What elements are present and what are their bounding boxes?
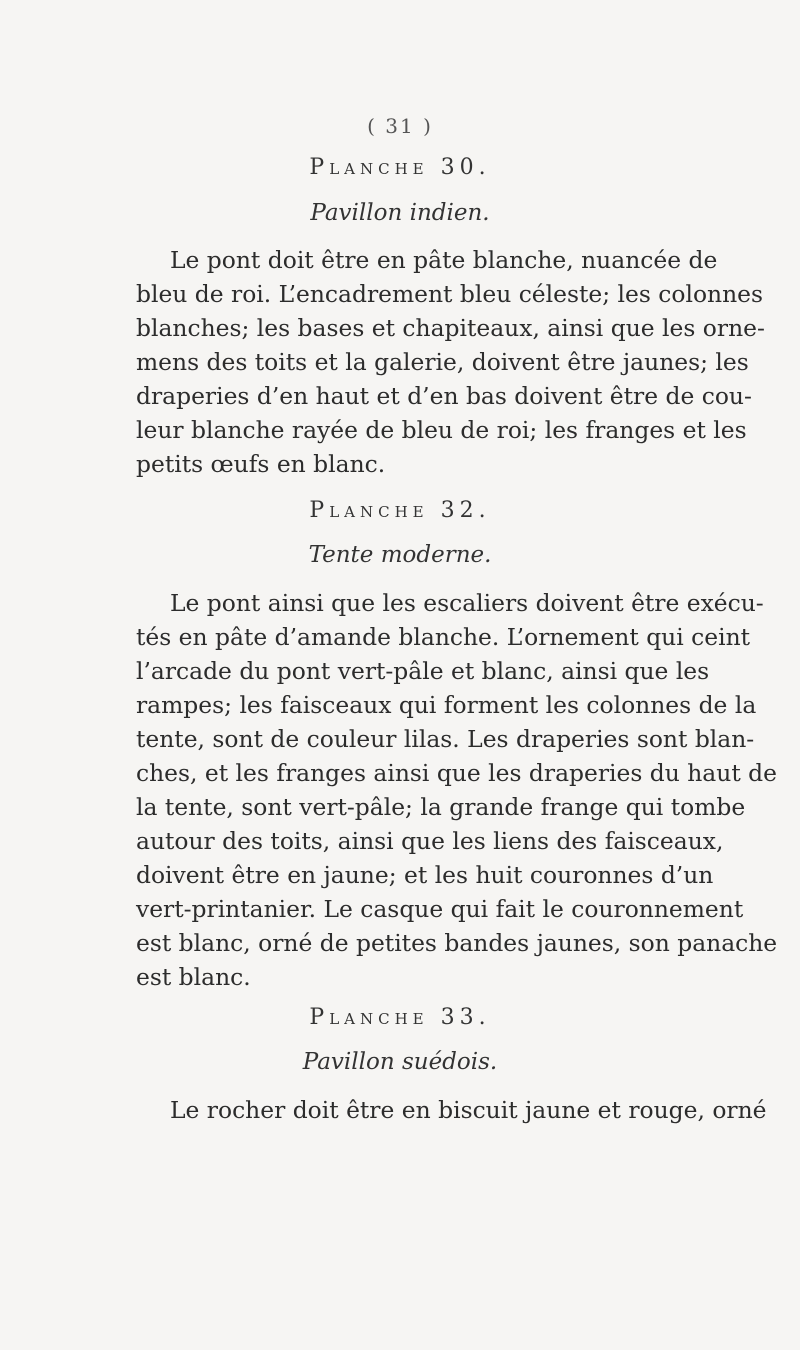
section-subtitle: Pavillon suédois. <box>302 1049 498 1075</box>
text-line: Le pont doit être en pâte blanche, nuancée de <box>170 246 718 274</box>
text-line: est blanc, orné de petites bandes jaunes, son panache <box>136 929 778 957</box>
text-line: bleu de roi. L’encadrement bleu céleste; les colonnes <box>136 280 763 308</box>
section-paragraph <box>136 243 765 481</box>
section-paragraph <box>136 586 778 994</box>
section-heading: Planche 30. <box>309 155 491 180</box>
section-heading: Planche 33. <box>309 1005 491 1030</box>
section-paragraph <box>136 1093 767 1127</box>
text-line: la tente, sont vert-pâle; la grande frange qui tombe <box>136 793 746 821</box>
text-line: Le rocher doit être en biscuit jaune et rouge, orné <box>170 1096 767 1124</box>
text-line: vert-printanier. Le casque qui fait le couronnement <box>136 895 744 923</box>
text-line: blanches; les bases et chapiteaux, ainsi que les orne- <box>136 314 765 342</box>
text-line: petits œufs en blanc. <box>136 450 386 478</box>
text-line: doivent être en jaune; et les huit couronnes d’un <box>136 861 714 889</box>
page-number: ( 31 ) <box>367 114 433 138</box>
text-line: l’arcade du pont vert-pâle et blanc, ainsi que les <box>136 657 710 685</box>
text-line: tés en pâte d’amande blanche. L’ornement qui ceint <box>136 623 751 651</box>
text-line: draperies d’en haut et d’en bas doivent être de cou- <box>136 382 752 410</box>
text-line: leur blanche rayée de bleu de roi; les franges et les <box>136 416 747 444</box>
section-subtitle: Tente moderne. <box>308 542 492 568</box>
text-line: est blanc. <box>136 963 251 991</box>
text-line: rampes; les faisceaux qui forment les colonnes de la <box>136 691 757 719</box>
text-line: tente, sont de couleur lilas. Les draperies sont blan- <box>136 725 755 753</box>
text-line: Le pont ainsi que les escaliers doivent être exécu- <box>170 589 764 617</box>
text-line: autour des toits, ainsi que les liens des faisceaux, <box>136 827 724 855</box>
text-line: mens des toits et la galerie, doivent être jaunes; les <box>136 348 749 376</box>
section-subtitle: Pavillon indien. <box>310 200 490 226</box>
section-heading: Planche 32. <box>309 498 491 523</box>
text-line: ches, et les franges ainsi que les draperies du haut de <box>136 759 777 787</box>
